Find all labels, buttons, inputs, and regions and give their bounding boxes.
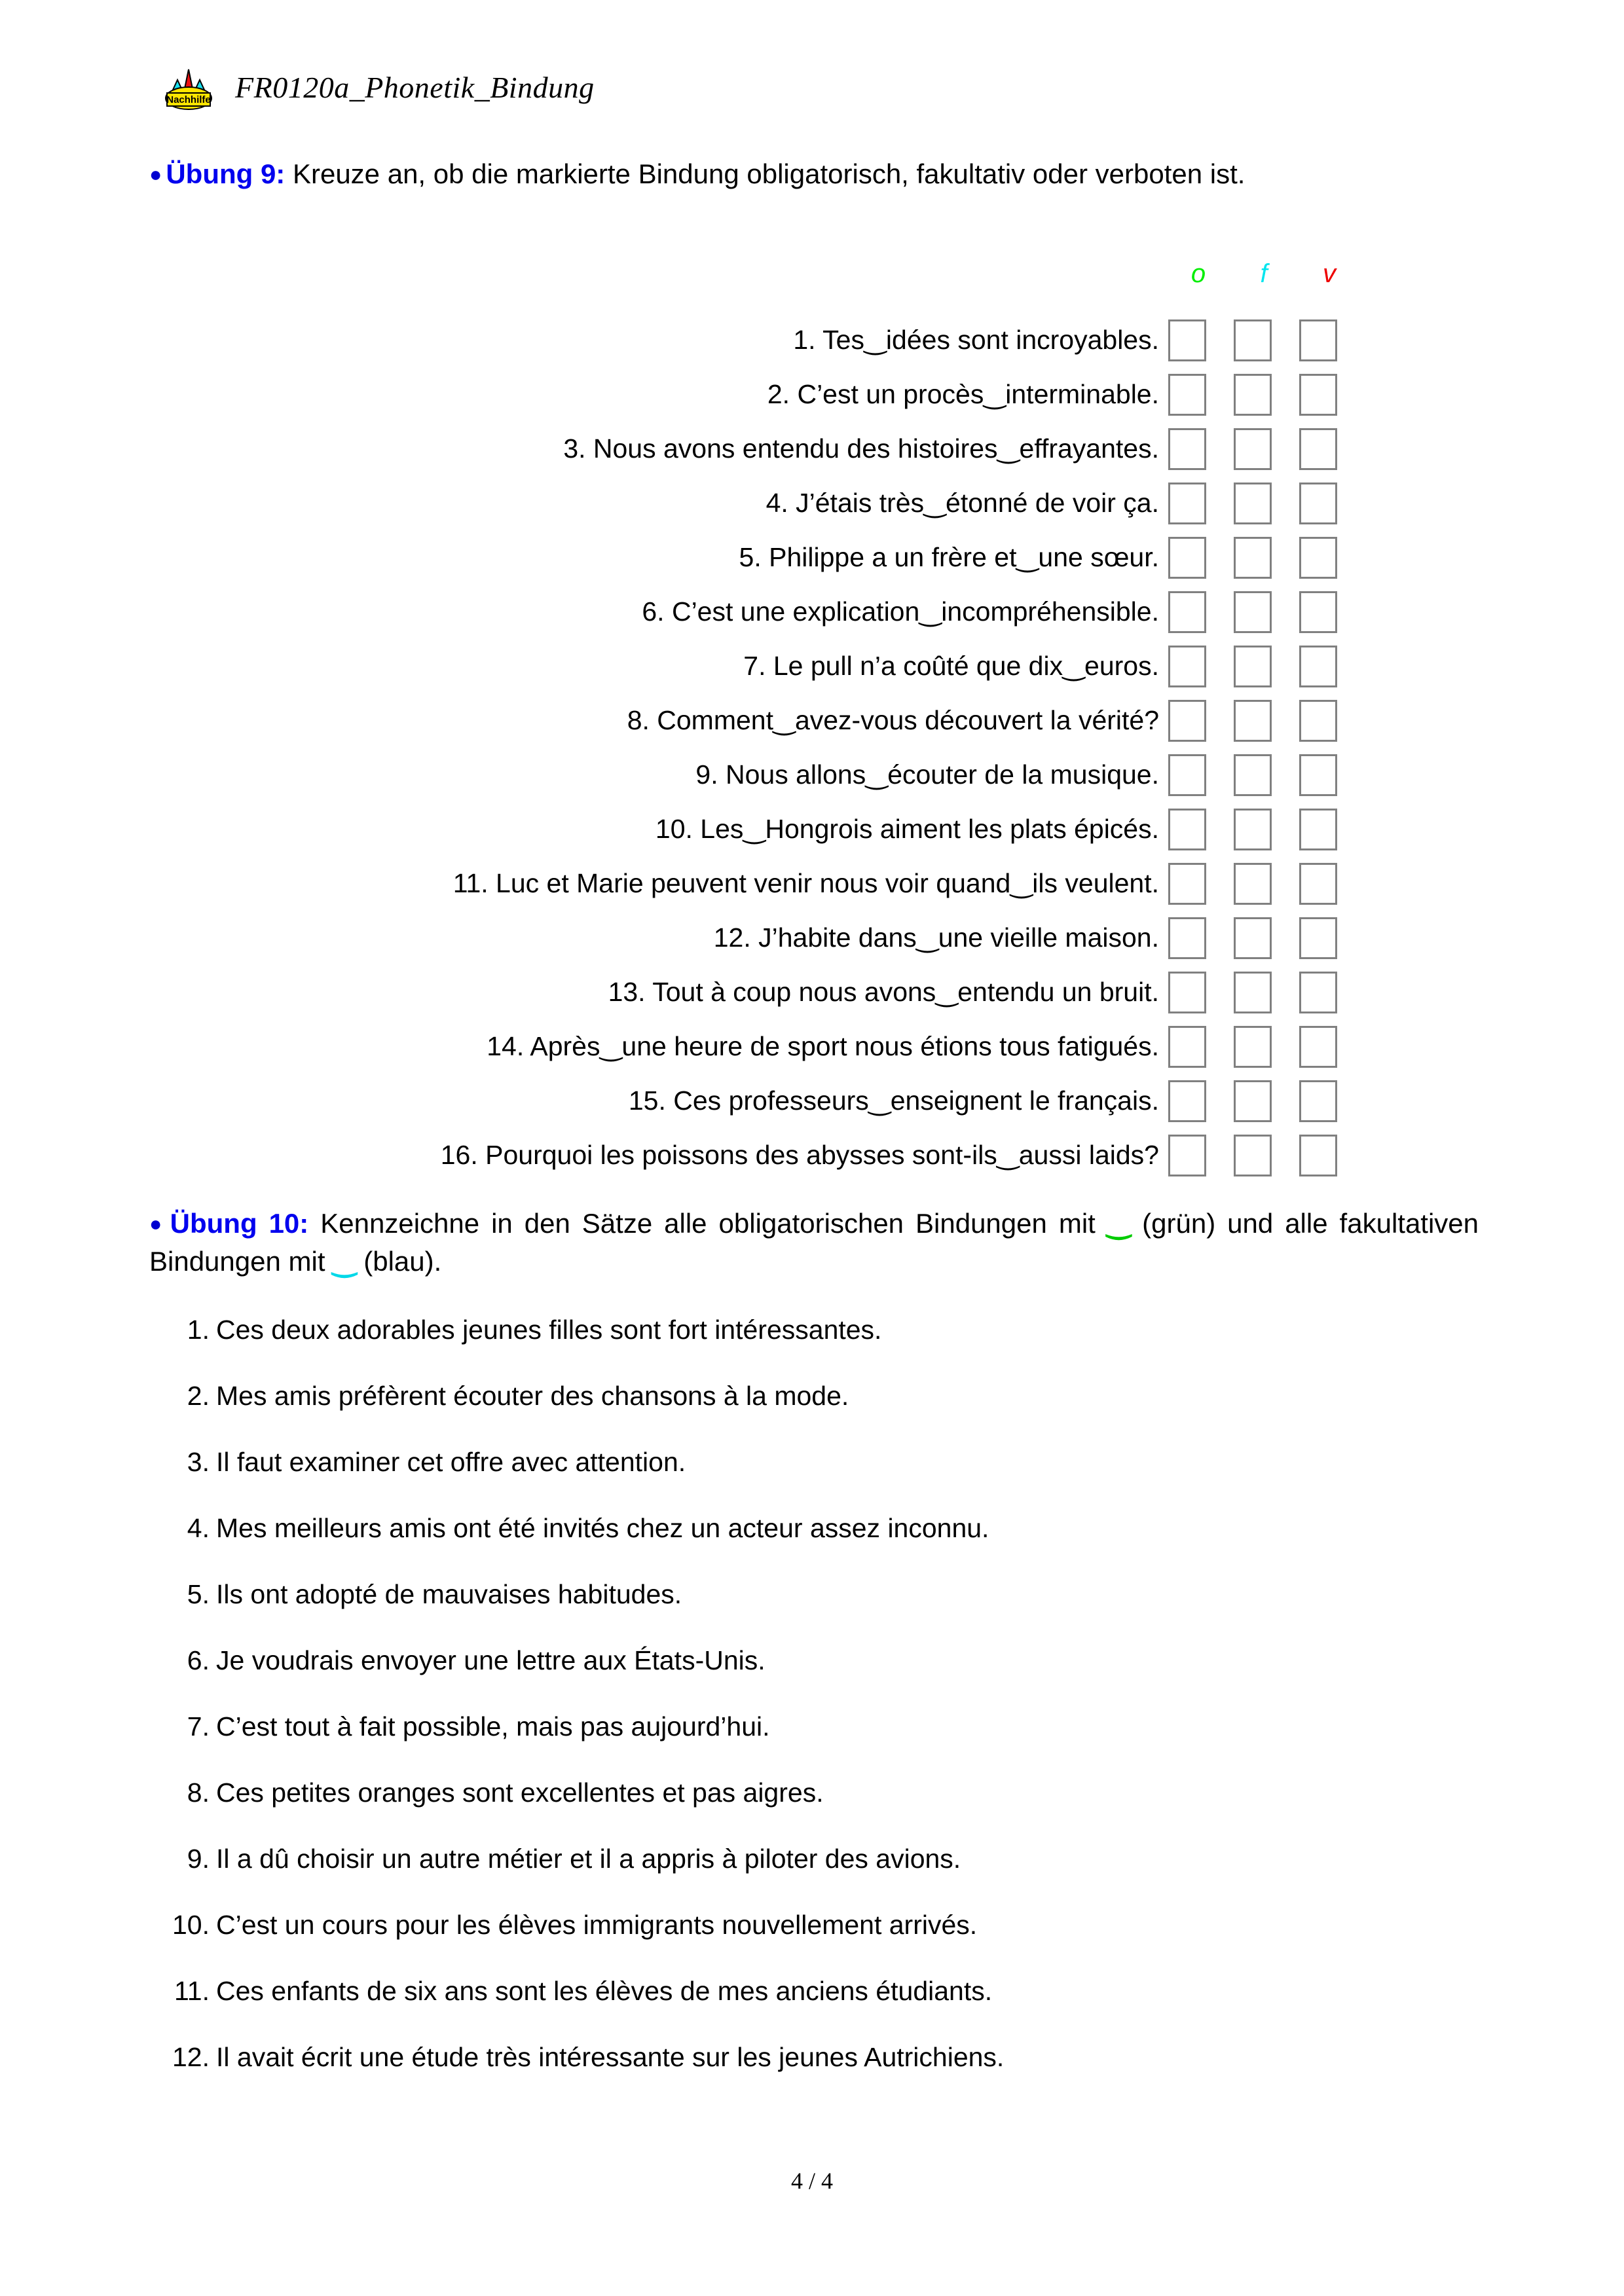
checkbox-cell-o — [1168, 591, 1234, 633]
question-text: 11. Luc et Marie peuvent venir nous voir quand‿ils veulent. — [452, 868, 1159, 898]
question-row — [275, 802, 1513, 856]
checkbox-f[interactable] — [1234, 700, 1272, 742]
sentence-number: 10. — [172, 1910, 210, 1940]
exercise-10-heading — [149, 1205, 1479, 1281]
question-text: 16. Pourquoi les poissons des abysses sont-ils‿aussi laids? — [440, 1140, 1159, 1170]
checkbox-cell-v — [1299, 972, 1365, 1013]
answer-checkbox-group — [1168, 428, 1365, 470]
sentence-number: 7. — [187, 1711, 210, 1741]
column-header-v: v — [1323, 259, 1336, 288]
checkbox-f[interactable] — [1234, 646, 1272, 687]
checkbox-f[interactable] — [1234, 319, 1272, 361]
checkbox-cell-v — [1299, 1135, 1365, 1176]
sentence-row — [155, 1645, 1490, 1711]
checkbox-o[interactable] — [1168, 972, 1206, 1013]
checkbox-cell-o — [1168, 700, 1234, 742]
bullet-icon: ● — [149, 162, 162, 186]
checkbox-o[interactable] — [1168, 319, 1206, 361]
page-footer — [0, 2167, 1624, 2195]
answer-checkbox-group — [1168, 537, 1365, 579]
sentence-text: Il faut examiner cet offre avec attention. — [216, 1447, 686, 1477]
checkbox-o[interactable] — [1168, 374, 1206, 416]
checkbox-cell-f — [1234, 1135, 1299, 1176]
exercise-9-heading — [149, 156, 1479, 192]
checkbox-cell-f — [1234, 319, 1299, 361]
question-text: 14. Après‿une heure de sport nous étions tous fatigués. — [487, 1031, 1159, 1061]
sentence-number: 2. — [187, 1381, 210, 1411]
answer-checkbox-group — [1168, 1080, 1365, 1122]
checkbox-o[interactable] — [1168, 809, 1206, 850]
checkbox-o[interactable] — [1168, 537, 1206, 579]
liaison-tie-green-icon: ‿ — [1107, 1207, 1131, 1239]
checkbox-cell-f — [1234, 863, 1299, 905]
question-text: 3. Nous avons entendu des histoires‿effrayantes. — [563, 433, 1159, 464]
checkbox-cell-f — [1234, 700, 1299, 742]
sentence-text: Ces enfants de six ans sont les élèves de mes anciens étudiants. — [216, 1976, 993, 2006]
checkbox-cell-f — [1234, 1080, 1299, 1122]
answer-column-headers — [1166, 259, 1362, 289]
question-row — [275, 476, 1513, 530]
sentence-row — [155, 1711, 1490, 1777]
checkbox-o[interactable] — [1168, 1135, 1206, 1176]
checkbox-o[interactable] — [1168, 863, 1206, 905]
svg-text:Nachhilfe: Nachhilfe — [166, 94, 211, 105]
checkbox-f[interactable] — [1234, 483, 1272, 524]
checkbox-v[interactable] — [1299, 428, 1337, 470]
page-number: 4 / 4 — [790, 2168, 833, 2194]
checkbox-f[interactable] — [1234, 1080, 1272, 1122]
sentence-text: Ces deux adorables jeunes filles sont fort intéressantes. — [216, 1315, 882, 1345]
question-text: 2. C’est un procès‿interminable. — [767, 379, 1159, 409]
sentence-text: Ces petites oranges sont excellentes et pas aigres. — [216, 1777, 824, 1808]
checkbox-v[interactable] — [1299, 972, 1337, 1013]
checkbox-v[interactable] — [1299, 1080, 1337, 1122]
question-row — [275, 367, 1513, 422]
checkbox-v[interactable] — [1299, 591, 1337, 633]
checkbox-cell-v — [1299, 319, 1365, 361]
exercise-10-instruction-part1: Kennzeichne in den Sätze alle obligatorischen Bindungen mit — [308, 1208, 1107, 1239]
sentence-row — [155, 1381, 1490, 1447]
sentence-row — [155, 1910, 1490, 1976]
checkbox-cell-o — [1168, 1080, 1234, 1122]
sentence-number: 4. — [187, 1513, 210, 1543]
question-text: 15. Ces professeurs‿enseignent le français. — [628, 1085, 1159, 1116]
sentence-text: Mes amis préfèrent écouter des chansons à la mode. — [216, 1381, 849, 1411]
sentence-row — [155, 1844, 1490, 1910]
question-text: 12. J’habite dans‿une vieille maison. — [713, 922, 1159, 953]
checkbox-f[interactable] — [1234, 1026, 1272, 1068]
checkbox-o[interactable] — [1168, 917, 1206, 959]
question-text: 6. C’est une explication‿incompréhensible. — [642, 596, 1159, 627]
answer-checkbox-group — [1168, 1135, 1365, 1176]
nachhilfe-logo-icon — [160, 63, 217, 111]
checkbox-cell-v — [1299, 1080, 1365, 1122]
checkbox-f[interactable] — [1234, 428, 1272, 470]
checkbox-v[interactable] — [1299, 754, 1337, 796]
answer-checkbox-group — [1168, 917, 1365, 959]
checkbox-o[interactable] — [1168, 591, 1206, 633]
checkbox-cell-v — [1299, 754, 1365, 796]
exercise-9-instruction: Kreuze an, ob die markierte Bindung obligatorisch, fakultativ oder verboten ist. — [285, 158, 1246, 189]
answer-checkbox-group — [1168, 700, 1365, 742]
checkbox-cell-o — [1168, 537, 1234, 579]
checkbox-cell-o — [1168, 917, 1234, 959]
checkbox-cell-o — [1168, 1026, 1234, 1068]
sentence-number: 1. — [187, 1315, 210, 1345]
question-row — [275, 1019, 1513, 1074]
sentence-row — [155, 1579, 1490, 1645]
document-title: FR0120a_Phonetik_Bindung — [235, 70, 595, 104]
sentence-number: 12. — [172, 2042, 210, 2072]
checkbox-cell-f — [1234, 374, 1299, 416]
question-row — [275, 748, 1513, 802]
question-row — [275, 313, 1513, 367]
question-row — [275, 530, 1513, 585]
checkbox-cell-v — [1299, 1026, 1365, 1068]
checkbox-o[interactable] — [1168, 1080, 1206, 1122]
question-text: 13. Tout à coup nous avons‿entendu un bruit. — [608, 977, 1159, 1007]
question-row — [275, 693, 1513, 748]
answer-checkbox-group — [1168, 1026, 1365, 1068]
checkbox-cell-f — [1234, 591, 1299, 633]
answer-checkbox-group — [1168, 646, 1365, 687]
column-header-o: o — [1190, 259, 1206, 288]
question-row — [275, 856, 1513, 911]
exercise-10-instruction-part3: (blau). — [356, 1246, 442, 1277]
checkbox-cell-f — [1234, 428, 1299, 470]
checkbox-cell-f — [1234, 754, 1299, 796]
question-row — [275, 965, 1513, 1019]
column-header-f: f — [1260, 259, 1268, 288]
sentence-row — [155, 1447, 1490, 1513]
checkbox-f[interactable] — [1234, 917, 1272, 959]
question-row — [275, 1128, 1513, 1182]
answer-checkbox-group — [1168, 319, 1365, 361]
answer-checkbox-group — [1168, 809, 1365, 850]
question-row — [275, 585, 1513, 639]
exercise-9-label: Übung 9: — [166, 158, 286, 189]
liaison-tie-blue-icon: ‿ — [333, 1245, 356, 1278]
sentence-row — [155, 1976, 1490, 2042]
checkbox-o[interactable] — [1168, 754, 1206, 796]
checkbox-cell-o — [1168, 374, 1234, 416]
question-row — [275, 422, 1513, 476]
checkbox-cell-v — [1299, 374, 1365, 416]
question-text: 9. Nous allons‿écouter de la musique. — [695, 759, 1159, 790]
checkbox-cell-v — [1299, 591, 1365, 633]
checkbox-cell-f — [1234, 537, 1299, 579]
checkbox-f[interactable] — [1234, 374, 1272, 416]
question-row — [275, 911, 1513, 965]
sentence-number: 3. — [187, 1447, 210, 1477]
sentence-text: C’est tout à fait possible, mais pas aujourd’hui. — [216, 1711, 770, 1741]
checkbox-cell-f — [1234, 646, 1299, 687]
checkbox-v[interactable] — [1299, 1026, 1337, 1068]
sentence-number: 11. — [174, 1976, 210, 2006]
checkbox-f[interactable] — [1234, 591, 1272, 633]
checkbox-cell-v — [1299, 809, 1365, 850]
checkbox-f[interactable] — [1234, 863, 1272, 905]
checkbox-cell-v — [1299, 646, 1365, 687]
answer-checkbox-group — [1168, 754, 1365, 796]
question-text: 5. Philippe a un frère et‿une sœur. — [739, 542, 1159, 572]
checkbox-v[interactable] — [1299, 319, 1337, 361]
exercise-10-sentence-list — [155, 1315, 1490, 2108]
checkbox-v[interactable] — [1299, 863, 1337, 905]
checkbox-f[interactable] — [1234, 754, 1272, 796]
checkbox-f[interactable] — [1234, 972, 1272, 1013]
checkbox-v[interactable] — [1299, 483, 1337, 524]
checkbox-o[interactable] — [1168, 700, 1206, 742]
question-row — [275, 639, 1513, 693]
checkbox-f[interactable] — [1234, 1135, 1272, 1176]
checkbox-cell-f — [1234, 483, 1299, 524]
checkbox-v[interactable] — [1299, 700, 1337, 742]
checkbox-cell-o — [1168, 646, 1234, 687]
checkbox-cell-o — [1168, 428, 1234, 470]
sentence-row — [155, 1777, 1490, 1844]
exercise-10-label: Übung 10: — [170, 1208, 309, 1239]
sentence-text: C’est un cours pour les élèves immigrants nouvellement arrivés. — [216, 1910, 978, 1940]
question-text: 8. Comment‿avez-vous découvert la vérité? — [627, 705, 1159, 735]
checkbox-cell-v — [1299, 537, 1365, 579]
answer-checkbox-group — [1168, 863, 1365, 905]
sentence-number: 6. — [187, 1645, 210, 1675]
document-header — [160, 63, 595, 111]
checkbox-cell-v — [1299, 428, 1365, 470]
checkbox-cell-o — [1168, 972, 1234, 1013]
sentence-number: 9. — [187, 1844, 210, 1874]
sentence-row — [155, 1513, 1490, 1579]
answer-checkbox-group — [1168, 591, 1365, 633]
sentence-text: Je voudrais envoyer une lettre aux États-Unis. — [216, 1645, 766, 1675]
checkbox-cell-v — [1299, 917, 1365, 959]
checkbox-cell-f — [1234, 1026, 1299, 1068]
sentence-row — [155, 1315, 1490, 1381]
bullet-icon: ● — [149, 1212, 166, 1235]
checkbox-f[interactable] — [1234, 809, 1272, 850]
checkbox-cell-v — [1299, 863, 1365, 905]
question-text: 4. J’étais très‿étonné de voir ça. — [766, 488, 1159, 518]
checkbox-cell-v — [1299, 483, 1365, 524]
checkbox-v[interactable] — [1299, 809, 1337, 850]
checkbox-cell-o — [1168, 1135, 1234, 1176]
answer-checkbox-group — [1168, 972, 1365, 1013]
question-row — [275, 1074, 1513, 1128]
checkbox-cell-o — [1168, 863, 1234, 905]
exercise-10-instruction-part2: (grün) und alle fakultativen Bindungen mit — [149, 1208, 1479, 1277]
checkbox-f[interactable] — [1234, 537, 1272, 579]
sentence-text: Ils ont adopté de mauvaises habitudes. — [216, 1579, 682, 1609]
sentence-text: Mes meilleurs amis ont été invités chez un acteur assez inconnu. — [216, 1513, 989, 1543]
checkbox-o[interactable] — [1168, 1026, 1206, 1068]
question-text: 1. Tes‿idées sont incroyables. — [793, 325, 1159, 355]
sentence-text: Il a dû choisir un autre métier et il a appris à piloter des avions. — [216, 1844, 961, 1874]
checkbox-cell-f — [1234, 972, 1299, 1013]
checkbox-v[interactable] — [1299, 374, 1337, 416]
checkbox-cell-o — [1168, 809, 1234, 850]
checkbox-cell-o — [1168, 483, 1234, 524]
checkbox-v[interactable] — [1299, 537, 1337, 579]
checkbox-v[interactable] — [1299, 917, 1337, 959]
checkbox-cell-v — [1299, 700, 1365, 742]
sentence-row — [155, 2042, 1490, 2108]
checkbox-cell-o — [1168, 754, 1234, 796]
checkbox-cell-f — [1234, 809, 1299, 850]
sentence-number: 8. — [187, 1777, 210, 1808]
checkbox-cell-f — [1234, 917, 1299, 959]
question-text: 10. Les‿Hongrois aiment les plats épicés. — [655, 814, 1159, 844]
checkbox-o[interactable] — [1168, 646, 1206, 687]
checkbox-v[interactable] — [1299, 1135, 1337, 1176]
exercise-9-question-list — [275, 313, 1513, 1182]
sentence-number: 5. — [187, 1579, 210, 1609]
checkbox-cell-o — [1168, 319, 1234, 361]
sentence-text: Il avait écrit une étude très intéressante sur les jeunes Autrichiens. — [216, 2042, 1005, 2072]
checkbox-v[interactable] — [1299, 646, 1337, 687]
answer-checkbox-group — [1168, 374, 1365, 416]
checkbox-o[interactable] — [1168, 483, 1206, 524]
answer-checkbox-group — [1168, 483, 1365, 524]
question-text: 7. Le pull n’a coûté que dix‿euros. — [743, 651, 1159, 681]
checkbox-o[interactable] — [1168, 428, 1206, 470]
